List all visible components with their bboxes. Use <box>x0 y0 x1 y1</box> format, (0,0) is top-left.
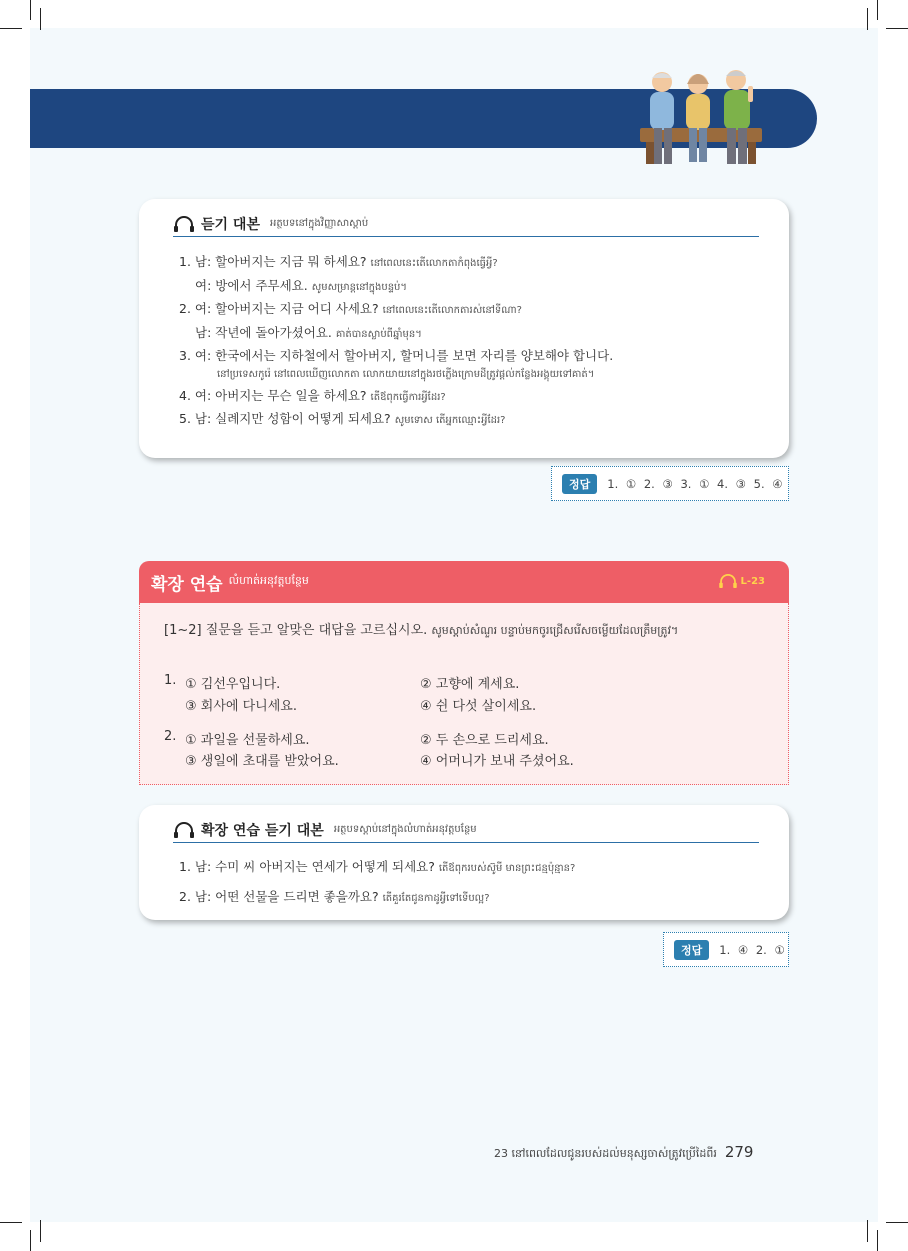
answer-badge: 정답 <box>562 474 597 494</box>
card-subtitle: អត្ថបទស្តាប់នៅក្នុងលំហាត់អនុវត្តបន្ថែម <box>333 824 477 835</box>
crop-mark <box>0 28 22 29</box>
script-line: 남: 작년에 돌아가셨어요. គាត់បានស្លាប់ពីឆ្នាំមុន។ <box>195 324 422 340</box>
page-footer <box>494 1143 753 1163</box>
answer-values: 1. ① 2. ③ 3. ① 4. ③ 5. ④ <box>607 476 783 491</box>
script-line: 여: 방에서 주무세요. សូមសម្រាន្តនៅក្នុងបន្ទប់។ <box>195 277 407 293</box>
crop-mark <box>867 1220 868 1242</box>
script-line: 3. 여: 한국에서는 지하철에서 할아버지, 할머니를 보면 자리를 양보해야 합니다. <box>179 348 614 363</box>
script-line: 5. 남: 실례지만 성함이 어떻게 되세요? សូមទោស តើអ្នកឈ្មោះអ្វីដែរ? <box>179 411 506 426</box>
answer-values: 1. ④ 2. ① <box>719 942 785 957</box>
card-title: 듣기 대본 <box>201 216 260 233</box>
extension-body <box>139 603 789 785</box>
answer-badge: 정답 <box>674 940 709 960</box>
script-line: 1. 남: 수미 씨 아버지는 연세가 어떻게 되세요? តើឪពុករបស់ស៊ូមី មានព្រះជន្មប៉ុន្មាន? <box>179 859 576 874</box>
crop-mark <box>30 1230 31 1251</box>
card-header <box>173 211 759 237</box>
script-line: 4. 여: 아버지는 무슨 일을 하세요? តើឪពុកធ្វើការអ្វីដែរ? <box>179 387 446 403</box>
crop-mark <box>877 1230 878 1251</box>
listening-script-card <box>139 199 789 458</box>
option[interactable]: ② 고향에 계세요. <box>420 677 520 692</box>
script-line: 2. 남: 어떤 선물을 드리면 좋을까요? តើគួរតែជូនកាដូអ្វីទៅទើបល្អ? <box>179 889 490 904</box>
headphone-icon <box>173 216 195 232</box>
card-subtitle: អត្ថបទនៅក្នុងវិញ្ញាសាស្ដាប់ <box>269 218 369 229</box>
option[interactable]: ③ 생일에 초대를 받았어요. <box>185 754 339 769</box>
script-lines <box>179 855 769 909</box>
card-header <box>173 817 759 843</box>
extension-header <box>139 561 789 603</box>
crop-mark <box>0 1222 22 1223</box>
extension-title: 확장 연습 <box>151 574 223 595</box>
option[interactable]: ① 과일을 선물하세요. <box>185 733 310 748</box>
crop-mark <box>886 28 908 29</box>
card-title: 확장 연습 듣기 대본 <box>201 822 324 839</box>
script-lines <box>179 250 769 431</box>
script-line: 2. 여: 할아버지는 지금 어디 사세요? នៅពេលនេះតើលោកតារស់នៅទីណា? <box>179 301 522 316</box>
headphone-icon <box>718 574 738 588</box>
crop-mark <box>877 0 878 20</box>
crop-mark <box>886 1222 908 1223</box>
crop-mark <box>30 0 31 20</box>
crop-mark <box>867 8 868 30</box>
answer-box <box>663 932 789 967</box>
script-line-translation: នៅប្រទេសកូរ៉េ នៅពេលឃើញលោកតា លោកយាយនៅក្នុងរថភ្លើងក្រោមដីត្រូវផ្តល់កន្លែងអង្គុយទៅគាត់។ <box>217 368 595 380</box>
elderly-people-bench-illustration <box>632 64 770 172</box>
option[interactable]: ④ 쉰 다섯 살이세요. <box>420 699 537 714</box>
extension-subtitle: លំហាត់អនុវត្តបន្ថែម <box>228 574 309 587</box>
track-label: L-23 <box>740 575 765 587</box>
headphone-icon <box>173 822 195 838</box>
chapter-title: 23 នៅពេលដែលជូនរបស់ដល់មនុស្សចាស់ត្រូវប្រើដៃពីរ <box>494 1147 717 1160</box>
crop-mark <box>40 8 41 30</box>
question-number: 2. <box>164 729 177 744</box>
option[interactable]: ② 두 손으로 드리세요. <box>420 733 549 748</box>
option[interactable]: ① 김선우입니다. <box>185 677 281 692</box>
page-number: 279 <box>724 1143 754 1161</box>
option[interactable]: ③ 회사에 다니세요. <box>185 699 297 714</box>
question-number: 1. <box>164 673 177 688</box>
extension-script-card <box>139 805 789 920</box>
crop-mark <box>40 1220 41 1242</box>
instruction: [1~2] 질문을 듣고 알맞은 대답을 고르십시오. សូមស្ដាប់សំណួរ បន្ទាប់មកចូរជ្រើសរើសចម្លើយដែលត្រឹមត្រូវ។ <box>164 623 679 638</box>
audio-track[interactable] <box>718 574 765 588</box>
option[interactable]: ④ 어머니가 보내 주셨어요. <box>420 754 574 769</box>
answer-box <box>551 466 789 501</box>
script-line: 1. 남: 할아버지는 지금 뭐 하세요? នៅពេលនេះតើលោកតាកំពុងធ្វើអ្វី? <box>179 254 498 269</box>
